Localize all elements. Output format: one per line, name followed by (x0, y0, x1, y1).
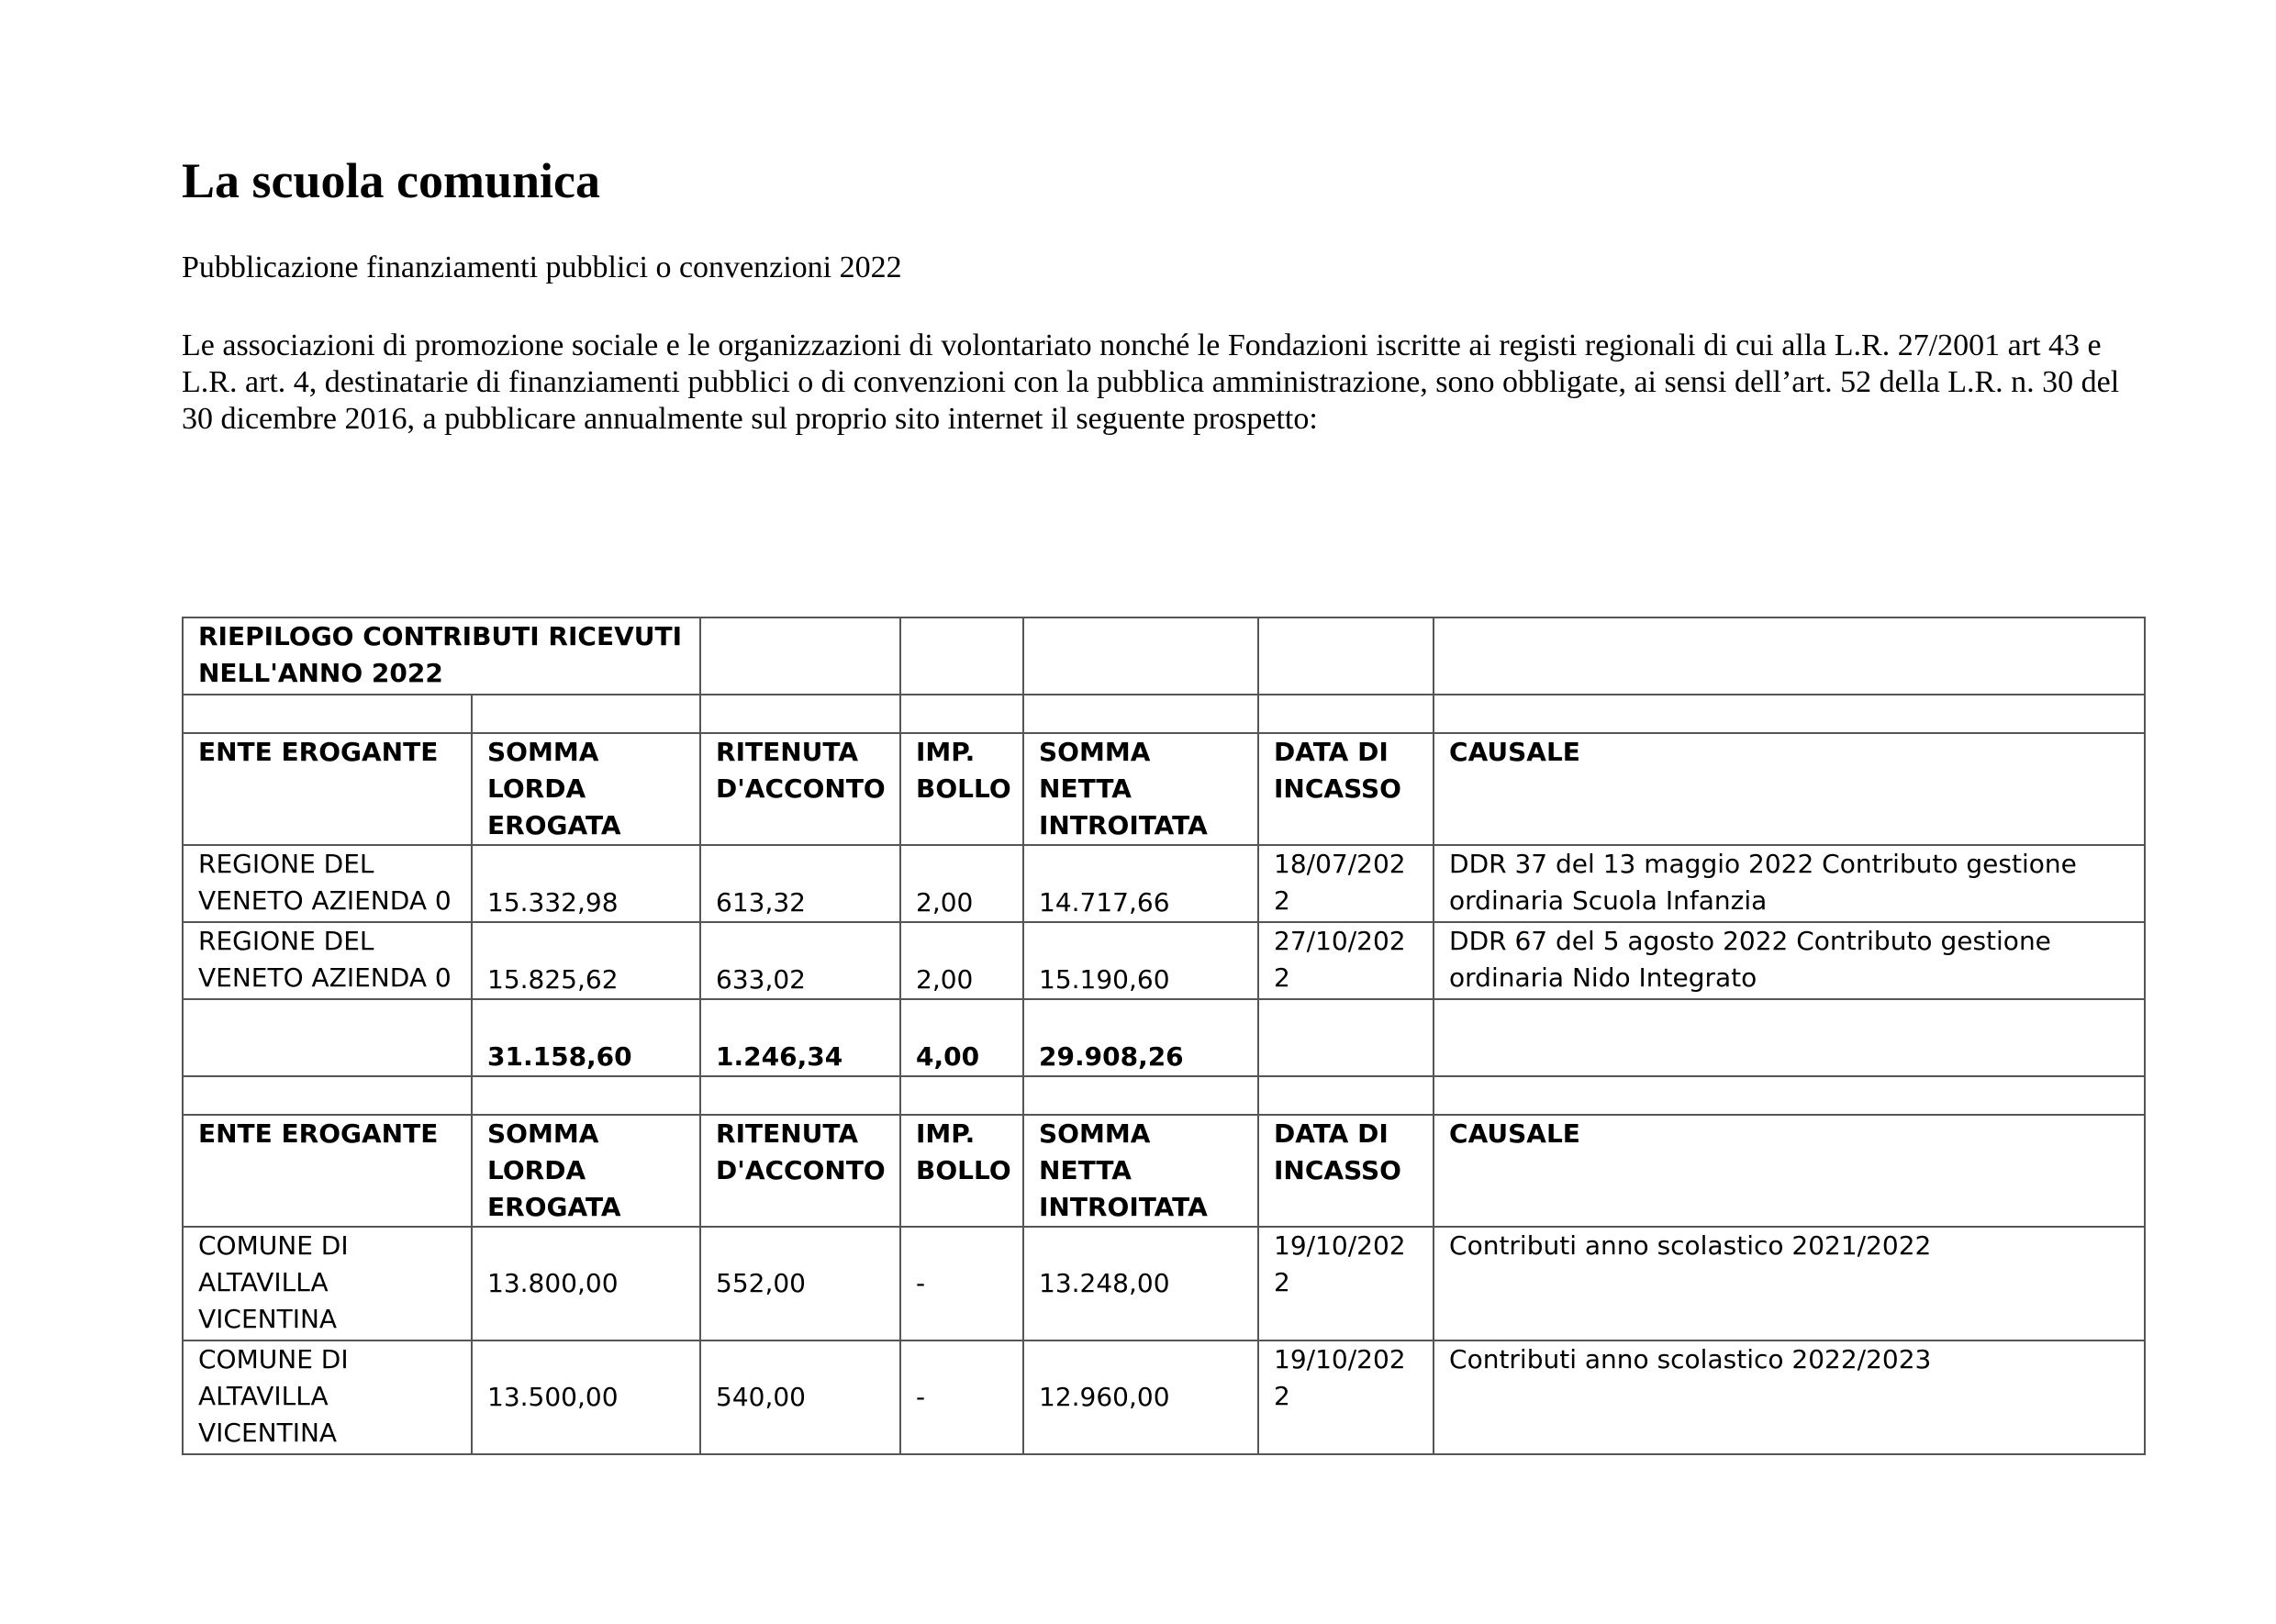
header-lorda: SOMMA LORDA EROGATA (472, 1115, 700, 1227)
cell-ritenuta: 552,00 (700, 1227, 900, 1340)
header-row (183, 733, 2145, 845)
header-ritenuta: RITENUTA D'ACCONTO (700, 1115, 900, 1227)
cell-data: 19/10/202 2 (1258, 1227, 1434, 1340)
header-data: DATA DI INCASSO (1258, 1115, 1434, 1227)
page-subtitle: Pubblicazione finanziamenti pubblici o convenzioni 2022 (182, 250, 902, 284)
table-row (183, 845, 2145, 922)
empty-cell (1258, 617, 1434, 695)
cell-lorda: 15.825,62 (472, 922, 700, 999)
cell-ente: COMUNE DI ALTAVILLA VICENTINA (183, 1227, 472, 1340)
empty-cell (1434, 617, 2145, 695)
cell-netta: 15.190,60 (1023, 922, 1258, 999)
empty-cell (1434, 695, 2145, 733)
intro-paragraph: Le associazioni di promozione sociale e le organizzazioni di volontariato nonché le Fondazioni iscritte ai registi regionali di cui alla L.R. 27/2001 art 43 e L.R. art. 4, destinatarie di finanziamenti pubblici o di convenzioni con la pubblica amministrazione, sono obbligate, ai sensi dell’art. 52 della L.R. n. 30 del 30 dicembre 2016, a pubblicare annualmente sul proprio sito internet il seguente prospetto: (182, 328, 2120, 436)
total-netta: 29.908,26 (1023, 999, 1258, 1076)
header-ente: ENTE EROGANTE (183, 733, 472, 845)
table-title: RIEPILOGO CONTRIBUTI RICEVUTI NELL'ANNO 2022 (183, 617, 700, 695)
empty-cell (1023, 1076, 1258, 1115)
cell-lorda: 13.800,00 (472, 1227, 700, 1340)
cell-data: 18/07/202 2 (1258, 845, 1434, 922)
header-data: DATA DI INCASSO (1258, 733, 1434, 845)
cell-causale: DDR 67 del 5 agosto 2022 Contributo gestione ordinaria Nido Integrato (1434, 922, 2145, 999)
total-ritenuta: 1.246,34 (700, 999, 900, 1076)
cell-lorda: 15.332,98 (472, 845, 700, 922)
table-row (183, 1340, 2145, 1454)
empty-cell (1434, 1076, 2145, 1115)
cell-ritenuta: 613,32 (700, 845, 900, 922)
spacer-row (183, 1076, 2145, 1115)
cell-bollo: - (900, 1340, 1023, 1454)
empty-cell (900, 695, 1023, 733)
cell-lorda: 13.500,00 (472, 1340, 700, 1454)
header-lorda: SOMMA LORDA EROGATA (472, 733, 700, 845)
cell-ente: COMUNE DI ALTAVILLA VICENTINA (183, 1340, 472, 1454)
empty-cell (1258, 999, 1434, 1076)
header-ritenuta: RITENUTA D'ACCONTO (700, 733, 900, 845)
empty-cell (700, 617, 900, 695)
empty-cell (472, 695, 700, 733)
empty-cell (900, 617, 1023, 695)
empty-cell (700, 1076, 900, 1115)
cell-data: 27/10/202 2 (1258, 922, 1434, 999)
totals-row (183, 999, 2145, 1076)
cell-causale: DDR 37 del 13 maggio 2022 Contributo gestione ordinaria Scuola Infanzia (1434, 845, 2145, 922)
cell-netta: 12.960,00 (1023, 1340, 1258, 1454)
empty-cell (700, 695, 900, 733)
spacer-row (183, 695, 2145, 733)
empty-cell (472, 1076, 700, 1115)
contributions-table (182, 617, 2146, 1455)
cell-ente: REGIONE DEL VENETO AZIENDA 0 (183, 922, 472, 999)
page-title: La scuola comunica (182, 153, 601, 208)
header-netta: SOMMA NETTA INTROITATA (1023, 733, 1258, 845)
header-row (183, 1115, 2145, 1227)
table-row (183, 922, 2145, 999)
cell-bollo: 2,00 (900, 845, 1023, 922)
empty-cell (1023, 617, 1258, 695)
empty-cell (1258, 695, 1434, 733)
total-bollo: 4,00 (900, 999, 1023, 1076)
table-row (183, 1227, 2145, 1340)
header-ente: ENTE EROGANTE (183, 1115, 472, 1227)
table-title-row (183, 617, 2145, 695)
empty-cell (183, 695, 472, 733)
empty-cell (1258, 1076, 1434, 1115)
header-bollo: IMP. BOLLO (900, 1115, 1023, 1227)
total-lorda: 31.158,60 (472, 999, 700, 1076)
cell-netta: 13.248,00 (1023, 1227, 1258, 1340)
cell-bollo: - (900, 1227, 1023, 1340)
cell-bollo: 2,00 (900, 922, 1023, 999)
cell-data: 19/10/202 2 (1258, 1340, 1434, 1454)
cell-ritenuta: 633,02 (700, 922, 900, 999)
header-causale: CAUSALE (1434, 1115, 2145, 1227)
cell-causale: Contributi anno scolastico 2021/2022 (1434, 1227, 2145, 1340)
cell-ritenuta: 540,00 (700, 1340, 900, 1454)
header-causale: CAUSALE (1434, 733, 2145, 845)
header-netta: SOMMA NETTA INTROITATA (1023, 1115, 1258, 1227)
empty-cell (1023, 695, 1258, 733)
cell-ente: REGIONE DEL VENETO AZIENDA 0 (183, 845, 472, 922)
empty-cell (900, 1076, 1023, 1115)
cell-netta: 14.717,66 (1023, 845, 1258, 922)
header-bollo: IMP. BOLLO (900, 733, 1023, 845)
empty-cell (1434, 999, 2145, 1076)
empty-cell (183, 1076, 472, 1115)
cell-causale: Contributi anno scolastico 2022/2023 (1434, 1340, 2145, 1454)
empty-cell (183, 999, 472, 1076)
